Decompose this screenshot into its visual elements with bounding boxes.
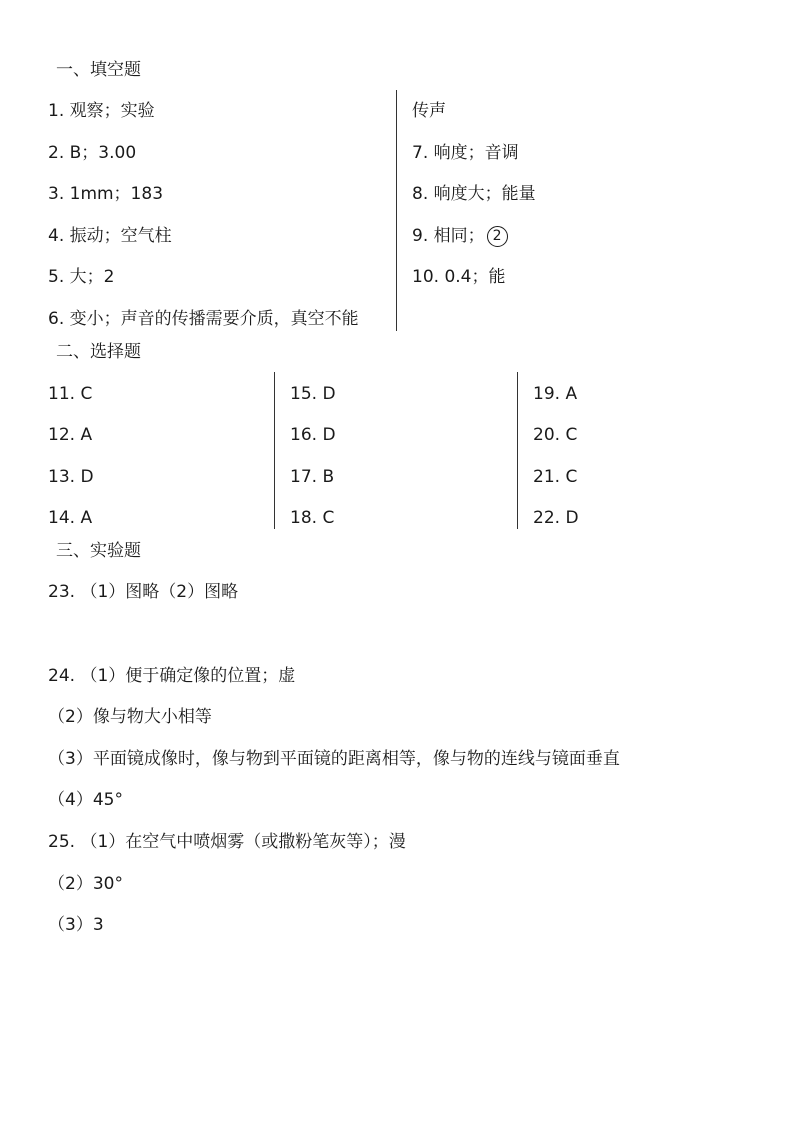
answer-1: 1. 观察；实验 — [48, 101, 155, 121]
answer-18: 18. C — [290, 508, 335, 528]
answer-2: 2. B；3.00 — [48, 143, 137, 163]
section2-heading: 二、选择题 — [56, 342, 141, 362]
answer-24-part1: 24. （1）便于确定像的位置；虚 — [48, 666, 296, 686]
answer-24-part2: （2）像与物大小相等 — [48, 707, 212, 727]
section1-column-divider — [396, 90, 397, 331]
answer-19: 19. A — [533, 384, 578, 404]
answer-5: 5. 大；2 — [48, 267, 115, 287]
answer-15: 15. D — [290, 384, 336, 404]
answer-12: 12. A — [48, 425, 93, 445]
answer-6-continuation: 传声 — [412, 101, 446, 121]
answer-9 — [412, 225, 508, 247]
section1-heading: 一、填空题 — [56, 60, 141, 80]
answer-3: 3. 1mm；183 — [48, 184, 164, 204]
answer-21: 21. C — [533, 467, 578, 487]
section2-divider-2 — [517, 372, 518, 529]
answer-20: 20. C — [533, 425, 578, 445]
answer-24-part4: （4）45° — [48, 790, 123, 810]
answer-25-part2: （2）30° — [48, 874, 123, 894]
section2-divider-1 — [274, 372, 275, 529]
answer-9-text: 9. 相同； — [412, 226, 485, 246]
answer-24-part3: （3）平面镜成像时，像与物到平面镜的距离相等，像与物的连线与镜面垂直 — [48, 749, 620, 769]
answer-16: 16. D — [290, 425, 336, 445]
answer-22: 22. D — [533, 508, 579, 528]
answer-8: 8. 响度大；能量 — [412, 184, 536, 204]
circled-number-2: 2 — [487, 226, 508, 247]
answer-17: 17. B — [290, 467, 335, 487]
answer-14: 14. A — [48, 508, 93, 528]
section3-heading: 三、实验题 — [56, 541, 141, 561]
answer-23: 23. （1）图略（2）图略 — [48, 582, 239, 602]
answer-13: 13. D — [48, 467, 94, 487]
answer-4: 4. 振动；空气柱 — [48, 226, 172, 246]
answer-7: 7. 响度；音调 — [412, 143, 519, 163]
answer-25-part3: （3）3 — [48, 915, 104, 935]
answer-10: 10. 0.4；能 — [412, 267, 506, 287]
answer-11: 11. C — [48, 384, 93, 404]
answer-6: 6. 变小；声音的传播需要介质，真空不能 — [48, 309, 359, 329]
answer-25-part1: 25. （1）在空气中喷烟雾（或撒粉笔灰等）；漫 — [48, 832, 406, 852]
